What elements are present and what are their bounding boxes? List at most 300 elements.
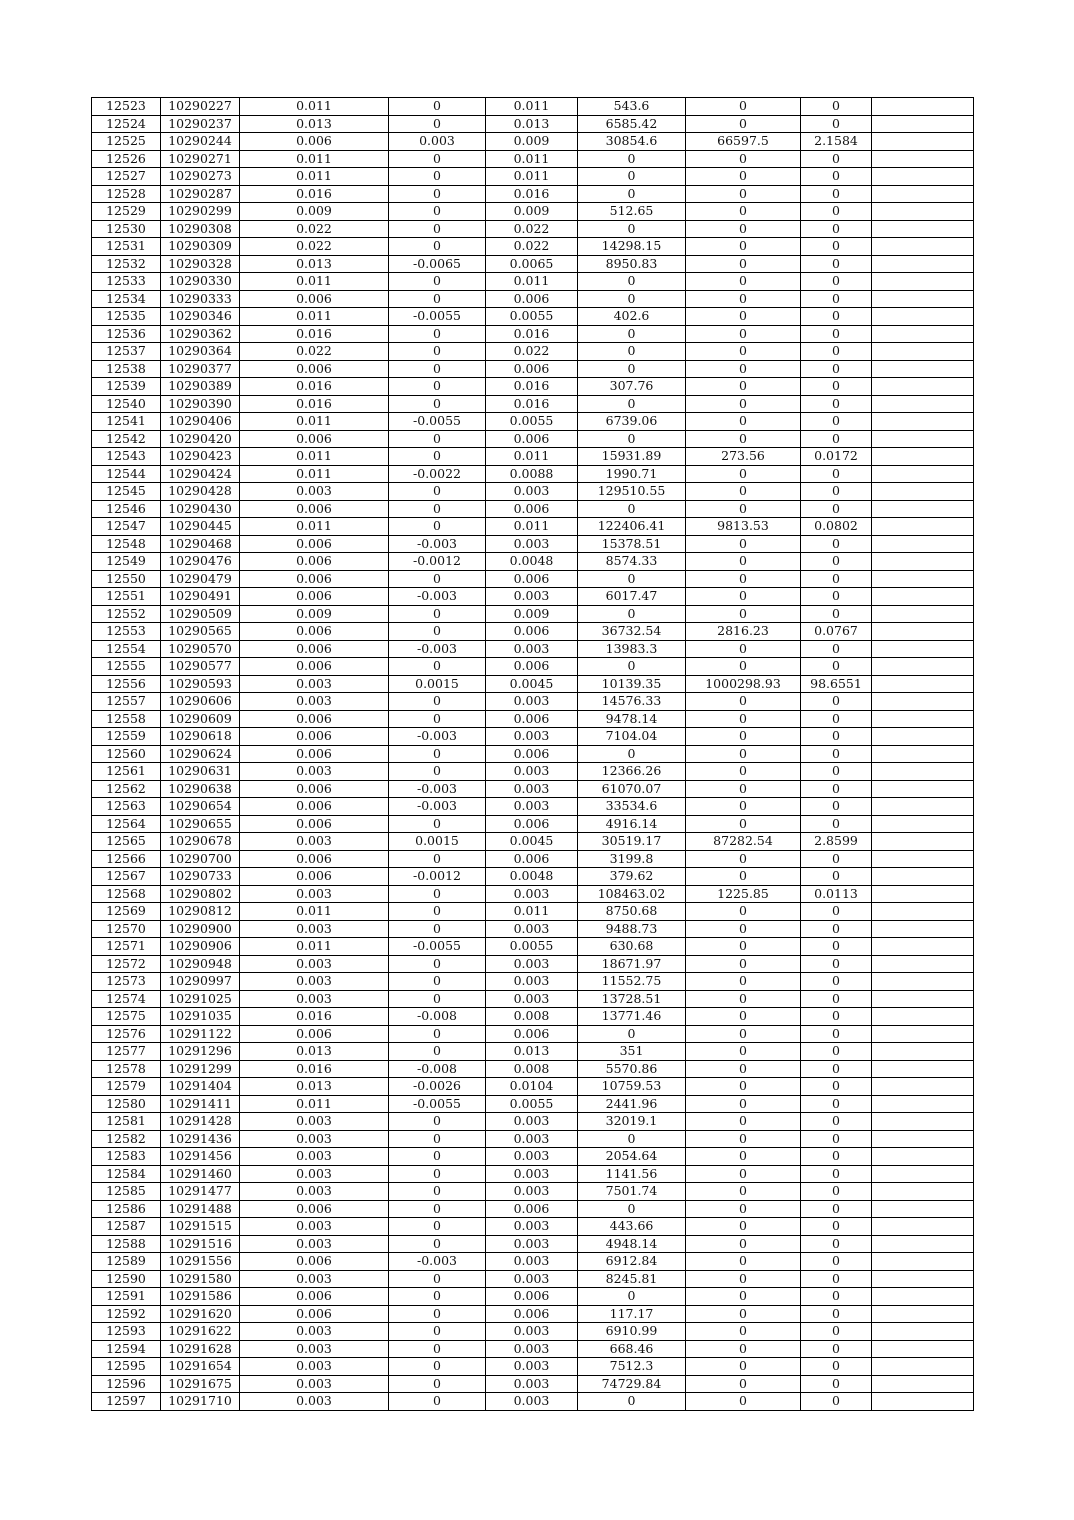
value-b-cell: -0.008 bbox=[389, 1060, 486, 1078]
amount-2-cell: 0 bbox=[686, 115, 801, 133]
amount-cell: 12366.26 bbox=[578, 763, 686, 781]
value-a-cell: 0.006 bbox=[240, 500, 389, 518]
amount-cell: 0 bbox=[578, 360, 686, 378]
code-cell: 10290700 bbox=[161, 850, 240, 868]
amount-cell: 6910.99 bbox=[578, 1323, 686, 1341]
row-index-cell: 12566 bbox=[92, 850, 161, 868]
value-a-cell: 0.006 bbox=[240, 553, 389, 571]
code-cell: 10290364 bbox=[161, 343, 240, 361]
value-b-cell: 0 bbox=[389, 483, 486, 501]
code-cell: 10291411 bbox=[161, 1095, 240, 1113]
value-c-cell: 0.003 bbox=[486, 1358, 578, 1376]
row-index-cell: 12539 bbox=[92, 378, 161, 396]
value-b-cell: 0 bbox=[389, 378, 486, 396]
value-b-cell: 0 bbox=[389, 150, 486, 168]
amount-cell: 0 bbox=[578, 1200, 686, 1218]
amount-2-cell: 0 bbox=[686, 658, 801, 676]
amount-2-cell: 0 bbox=[686, 745, 801, 763]
table-row bbox=[92, 308, 974, 326]
amount-2-cell: 0 bbox=[686, 1358, 801, 1376]
ratio-cell: 0 bbox=[801, 1358, 872, 1376]
blank-cell bbox=[872, 553, 974, 571]
table-row bbox=[92, 360, 974, 378]
amount-2-cell: 0 bbox=[686, 325, 801, 343]
code-cell: 10290445 bbox=[161, 518, 240, 536]
value-b-cell: 0 bbox=[389, 343, 486, 361]
blank-cell bbox=[872, 763, 974, 781]
amount-2-cell: 2816.23 bbox=[686, 623, 801, 641]
value-c-cell: 0.003 bbox=[486, 990, 578, 1008]
value-b-cell: 0 bbox=[389, 1218, 486, 1236]
amount-cell: 1990.71 bbox=[578, 465, 686, 483]
amount-2-cell: 0 bbox=[686, 500, 801, 518]
ratio-cell: 0 bbox=[801, 168, 872, 186]
blank-cell bbox=[872, 605, 974, 623]
blank-cell bbox=[872, 1060, 974, 1078]
amount-cell: 8245.81 bbox=[578, 1270, 686, 1288]
value-a-cell: 0.006 bbox=[240, 430, 389, 448]
value-a-cell: 0.003 bbox=[240, 693, 389, 711]
blank-cell bbox=[872, 920, 974, 938]
value-c-cell: 0.003 bbox=[486, 1270, 578, 1288]
value-c-cell: 0.003 bbox=[486, 885, 578, 903]
amount-2-cell: 0 bbox=[686, 903, 801, 921]
code-cell: 10291515 bbox=[161, 1218, 240, 1236]
amount-2-cell: 0 bbox=[686, 990, 801, 1008]
value-c-cell: 0.022 bbox=[486, 238, 578, 256]
ratio-cell: 0 bbox=[801, 1130, 872, 1148]
value-c-cell: 0.016 bbox=[486, 395, 578, 413]
amount-2-cell: 0 bbox=[686, 1218, 801, 1236]
value-b-cell: -0.0026 bbox=[389, 1078, 486, 1096]
blank-cell bbox=[872, 1113, 974, 1131]
amount-cell: 8950.83 bbox=[578, 255, 686, 273]
value-b-cell: 0 bbox=[389, 430, 486, 448]
amount-cell: 0 bbox=[578, 1393, 686, 1411]
value-a-cell: 0.003 bbox=[240, 1340, 389, 1358]
code-cell: 10290227 bbox=[161, 98, 240, 116]
blank-cell bbox=[872, 623, 974, 641]
code-cell: 10290420 bbox=[161, 430, 240, 448]
row-index-cell: 12541 bbox=[92, 413, 161, 431]
table-row bbox=[92, 955, 974, 973]
amount-cell: 5570.86 bbox=[578, 1060, 686, 1078]
row-index-cell: 12552 bbox=[92, 605, 161, 623]
value-a-cell: 0.006 bbox=[240, 133, 389, 151]
amount-cell: 0 bbox=[578, 500, 686, 518]
value-c-cell: 0.0048 bbox=[486, 553, 578, 571]
code-cell: 10291404 bbox=[161, 1078, 240, 1096]
value-c-cell: 0.006 bbox=[486, 360, 578, 378]
value-b-cell: -0.003 bbox=[389, 780, 486, 798]
code-cell: 10291675 bbox=[161, 1375, 240, 1393]
table-row bbox=[92, 553, 974, 571]
value-a-cell: 0.011 bbox=[240, 1095, 389, 1113]
amount-cell: 402.6 bbox=[578, 308, 686, 326]
amount-cell: 7512.3 bbox=[578, 1358, 686, 1376]
value-a-cell: 0.022 bbox=[240, 238, 389, 256]
code-cell: 10291710 bbox=[161, 1393, 240, 1411]
amount-2-cell: 0 bbox=[686, 640, 801, 658]
amount-cell: 30854.6 bbox=[578, 133, 686, 151]
row-index-cell: 12533 bbox=[92, 273, 161, 291]
amount-cell: 351 bbox=[578, 1043, 686, 1061]
blank-cell bbox=[872, 640, 974, 658]
code-cell: 10290389 bbox=[161, 378, 240, 396]
row-index-cell: 12526 bbox=[92, 150, 161, 168]
value-c-cell: 0.003 bbox=[486, 728, 578, 746]
table-body bbox=[92, 98, 974, 1411]
value-a-cell: 0.011 bbox=[240, 938, 389, 956]
ratio-cell: 0 bbox=[801, 1060, 872, 1078]
amount-2-cell: 0 bbox=[686, 570, 801, 588]
value-b-cell: 0 bbox=[389, 1375, 486, 1393]
row-index-cell: 12563 bbox=[92, 798, 161, 816]
value-b-cell: 0 bbox=[389, 1113, 486, 1131]
blank-cell bbox=[872, 430, 974, 448]
value-b-cell: 0 bbox=[389, 850, 486, 868]
value-c-cell: 0.011 bbox=[486, 518, 578, 536]
ratio-cell: 0 bbox=[801, 203, 872, 221]
blank-cell bbox=[872, 255, 974, 273]
code-cell: 10291488 bbox=[161, 1200, 240, 1218]
value-c-cell: 0.006 bbox=[486, 1200, 578, 1218]
value-c-cell: 0.013 bbox=[486, 1043, 578, 1061]
blank-cell bbox=[872, 588, 974, 606]
amount-cell: 0 bbox=[578, 1130, 686, 1148]
amount-cell: 0 bbox=[578, 273, 686, 291]
amount-2-cell: 0 bbox=[686, 798, 801, 816]
amount-2-cell: 9813.53 bbox=[686, 518, 801, 536]
amount-2-cell: 0 bbox=[686, 150, 801, 168]
value-c-cell: 0.003 bbox=[486, 1323, 578, 1341]
row-index-cell: 12581 bbox=[92, 1113, 161, 1131]
amount-2-cell: 0 bbox=[686, 938, 801, 956]
blank-cell bbox=[872, 115, 974, 133]
blank-cell bbox=[872, 220, 974, 238]
row-index-cell: 12579 bbox=[92, 1078, 161, 1096]
table-row bbox=[92, 850, 974, 868]
amount-2-cell: 0 bbox=[686, 395, 801, 413]
blank-cell bbox=[872, 1393, 974, 1411]
blank-cell bbox=[872, 1218, 974, 1236]
ratio-cell: 0 bbox=[801, 1148, 872, 1166]
value-b-cell: 0 bbox=[389, 518, 486, 536]
row-index-cell: 12588 bbox=[92, 1235, 161, 1253]
table-row bbox=[92, 658, 974, 676]
value-c-cell: 0.0104 bbox=[486, 1078, 578, 1096]
ratio-cell: 0 bbox=[801, 815, 872, 833]
value-a-cell: 0.003 bbox=[240, 1235, 389, 1253]
amount-cell: 4948.14 bbox=[578, 1235, 686, 1253]
table-row bbox=[92, 623, 974, 641]
value-a-cell: 0.006 bbox=[240, 588, 389, 606]
blank-cell bbox=[872, 308, 974, 326]
value-a-cell: 0.003 bbox=[240, 1393, 389, 1411]
amount-2-cell: 0 bbox=[686, 815, 801, 833]
amount-cell: 30519.17 bbox=[578, 833, 686, 851]
value-a-cell: 0.013 bbox=[240, 255, 389, 273]
row-index-cell: 12543 bbox=[92, 448, 161, 466]
ratio-cell: 0 bbox=[801, 1218, 872, 1236]
amount-2-cell: 0 bbox=[686, 1148, 801, 1166]
code-cell: 10291516 bbox=[161, 1235, 240, 1253]
row-index-cell: 12573 bbox=[92, 973, 161, 991]
code-cell: 10290309 bbox=[161, 238, 240, 256]
row-index-cell: 12560 bbox=[92, 745, 161, 763]
value-c-cell: 0.016 bbox=[486, 378, 578, 396]
blank-cell bbox=[872, 885, 974, 903]
amount-2-cell: 0 bbox=[686, 1323, 801, 1341]
row-index-cell: 12536 bbox=[92, 325, 161, 343]
ratio-cell: 0 bbox=[801, 325, 872, 343]
code-cell: 10290273 bbox=[161, 168, 240, 186]
amount-2-cell: 0 bbox=[686, 1375, 801, 1393]
row-index-cell: 12530 bbox=[92, 220, 161, 238]
blank-cell bbox=[872, 973, 974, 991]
table-row bbox=[92, 203, 974, 221]
amount-2-cell: 0 bbox=[686, 203, 801, 221]
row-index-cell: 12559 bbox=[92, 728, 161, 746]
value-c-cell: 0.006 bbox=[486, 430, 578, 448]
table-row bbox=[92, 1218, 974, 1236]
table-row bbox=[92, 168, 974, 186]
ratio-cell: 0 bbox=[801, 360, 872, 378]
code-cell: 10290430 bbox=[161, 500, 240, 518]
code-cell: 10291122 bbox=[161, 1025, 240, 1043]
row-index-cell: 12567 bbox=[92, 868, 161, 886]
code-cell: 10291586 bbox=[161, 1288, 240, 1306]
table-row bbox=[92, 763, 974, 781]
amount-cell: 3199.8 bbox=[578, 850, 686, 868]
amount-2-cell: 0 bbox=[686, 168, 801, 186]
value-c-cell: 0.008 bbox=[486, 1060, 578, 1078]
value-b-cell: 0 bbox=[389, 1183, 486, 1201]
amount-cell: 0 bbox=[578, 168, 686, 186]
value-a-cell: 0.011 bbox=[240, 98, 389, 116]
value-c-cell: 0.003 bbox=[486, 1253, 578, 1271]
amount-cell: 6739.06 bbox=[578, 413, 686, 431]
amount-2-cell: 0 bbox=[686, 378, 801, 396]
value-a-cell: 0.003 bbox=[240, 483, 389, 501]
ratio-cell: 0 bbox=[801, 1113, 872, 1131]
value-c-cell: 0.0055 bbox=[486, 413, 578, 431]
value-b-cell: 0 bbox=[389, 885, 486, 903]
table-row bbox=[92, 1393, 974, 1411]
value-a-cell: 0.003 bbox=[240, 885, 389, 903]
value-b-cell: 0.0015 bbox=[389, 675, 486, 693]
table-row bbox=[92, 798, 974, 816]
amount-2-cell: 0 bbox=[686, 763, 801, 781]
table-row bbox=[92, 1305, 974, 1323]
code-cell: 10290476 bbox=[161, 553, 240, 571]
amount-2-cell: 0 bbox=[686, 588, 801, 606]
ratio-cell: 0 bbox=[801, 1270, 872, 1288]
ratio-cell: 0 bbox=[801, 395, 872, 413]
value-c-cell: 0.006 bbox=[486, 500, 578, 518]
blank-cell bbox=[872, 413, 974, 431]
amount-cell: 15931.89 bbox=[578, 448, 686, 466]
code-cell: 10290733 bbox=[161, 868, 240, 886]
value-b-cell: -0.0065 bbox=[389, 255, 486, 273]
row-index-cell: 12584 bbox=[92, 1165, 161, 1183]
ratio-cell: 0 bbox=[801, 98, 872, 116]
value-c-cell: 0.009 bbox=[486, 133, 578, 151]
ratio-cell: 0 bbox=[801, 588, 872, 606]
value-c-cell: 0.022 bbox=[486, 220, 578, 238]
code-cell: 10290287 bbox=[161, 185, 240, 203]
value-b-cell: 0 bbox=[389, 973, 486, 991]
value-a-cell: 0.003 bbox=[240, 1148, 389, 1166]
ratio-cell: 0 bbox=[801, 1043, 872, 1061]
value-a-cell: 0.006 bbox=[240, 728, 389, 746]
code-cell: 10290362 bbox=[161, 325, 240, 343]
ratio-cell: 0 bbox=[801, 1253, 872, 1271]
blank-cell bbox=[872, 850, 974, 868]
blank-cell bbox=[872, 1270, 974, 1288]
value-a-cell: 0.003 bbox=[240, 920, 389, 938]
value-c-cell: 0.0088 bbox=[486, 465, 578, 483]
amount-cell: 61070.07 bbox=[578, 780, 686, 798]
value-b-cell: 0 bbox=[389, 623, 486, 641]
value-c-cell: 0.003 bbox=[486, 763, 578, 781]
blank-cell bbox=[872, 203, 974, 221]
amount-2-cell: 0 bbox=[686, 413, 801, 431]
value-b-cell: 0 bbox=[389, 395, 486, 413]
row-index-cell: 12571 bbox=[92, 938, 161, 956]
amount-2-cell: 0 bbox=[686, 360, 801, 378]
amount-cell: 7104.04 bbox=[578, 728, 686, 746]
table-row bbox=[92, 885, 974, 903]
blank-cell bbox=[872, 535, 974, 553]
row-index-cell: 12577 bbox=[92, 1043, 161, 1061]
code-cell: 10291654 bbox=[161, 1358, 240, 1376]
code-cell: 10290308 bbox=[161, 220, 240, 238]
amount-2-cell: 0 bbox=[686, 430, 801, 448]
blank-cell bbox=[872, 1358, 974, 1376]
amount-2-cell: 0 bbox=[686, 273, 801, 291]
amount-2-cell: 0 bbox=[686, 973, 801, 991]
code-cell: 10291556 bbox=[161, 1253, 240, 1271]
value-c-cell: 0.011 bbox=[486, 448, 578, 466]
amount-2-cell: 0 bbox=[686, 1393, 801, 1411]
value-c-cell: 0.0045 bbox=[486, 833, 578, 851]
code-cell: 10290638 bbox=[161, 780, 240, 798]
blank-cell bbox=[872, 1025, 974, 1043]
row-index-cell: 12593 bbox=[92, 1323, 161, 1341]
value-c-cell: 0.011 bbox=[486, 168, 578, 186]
table-row bbox=[92, 1270, 974, 1288]
value-c-cell: 0.009 bbox=[486, 203, 578, 221]
table-row bbox=[92, 868, 974, 886]
ratio-cell: 0 bbox=[801, 570, 872, 588]
amount-2-cell: 0 bbox=[686, 553, 801, 571]
value-b-cell: 0 bbox=[389, 1270, 486, 1288]
value-b-cell: 0 bbox=[389, 290, 486, 308]
row-index-cell: 12562 bbox=[92, 780, 161, 798]
amount-cell: 443.66 bbox=[578, 1218, 686, 1236]
value-c-cell: 0.016 bbox=[486, 325, 578, 343]
value-c-cell: 0.003 bbox=[486, 1218, 578, 1236]
row-index-cell: 12537 bbox=[92, 343, 161, 361]
value-a-cell: 0.016 bbox=[240, 1060, 389, 1078]
code-cell: 10290624 bbox=[161, 745, 240, 763]
value-b-cell: 0 bbox=[389, 220, 486, 238]
value-b-cell: 0 bbox=[389, 98, 486, 116]
value-b-cell: 0 bbox=[389, 693, 486, 711]
row-index-cell: 12580 bbox=[92, 1095, 161, 1113]
ratio-cell: 0 bbox=[801, 290, 872, 308]
amount-2-cell: 0 bbox=[686, 1043, 801, 1061]
value-b-cell: 0 bbox=[389, 1340, 486, 1358]
amount-2-cell: 0 bbox=[686, 483, 801, 501]
code-cell: 10290618 bbox=[161, 728, 240, 746]
amount-2-cell: 0 bbox=[686, 1288, 801, 1306]
blank-cell bbox=[872, 238, 974, 256]
value-a-cell: 0.016 bbox=[240, 395, 389, 413]
ratio-cell: 0 bbox=[801, 868, 872, 886]
row-index-cell: 12544 bbox=[92, 465, 161, 483]
code-cell: 10290655 bbox=[161, 815, 240, 833]
amount-2-cell: 66597.5 bbox=[686, 133, 801, 151]
value-a-cell: 0.006 bbox=[240, 815, 389, 833]
table-row bbox=[92, 710, 974, 728]
value-a-cell: 0.006 bbox=[240, 745, 389, 763]
row-index-cell: 12597 bbox=[92, 1393, 161, 1411]
row-index-cell: 12542 bbox=[92, 430, 161, 448]
table-row bbox=[92, 1130, 974, 1148]
value-b-cell: 0 bbox=[389, 1235, 486, 1253]
amount-cell: 14298.15 bbox=[578, 238, 686, 256]
value-c-cell: 0.003 bbox=[486, 1183, 578, 1201]
ratio-cell: 0 bbox=[801, 343, 872, 361]
blank-cell bbox=[872, 990, 974, 1008]
amount-cell: 0 bbox=[578, 745, 686, 763]
value-c-cell: 0.003 bbox=[486, 1340, 578, 1358]
blank-cell bbox=[872, 745, 974, 763]
row-index-cell: 12547 bbox=[92, 518, 161, 536]
code-cell: 10290428 bbox=[161, 483, 240, 501]
amount-cell: 2441.96 bbox=[578, 1095, 686, 1113]
amount-cell: 1141.56 bbox=[578, 1165, 686, 1183]
row-index-cell: 12591 bbox=[92, 1288, 161, 1306]
amount-cell: 122406.41 bbox=[578, 518, 686, 536]
code-cell: 10290491 bbox=[161, 588, 240, 606]
amount-2-cell: 1225.85 bbox=[686, 885, 801, 903]
table-row bbox=[92, 815, 974, 833]
value-b-cell: 0 bbox=[389, 745, 486, 763]
value-a-cell: 0.003 bbox=[240, 1323, 389, 1341]
row-index-cell: 12550 bbox=[92, 570, 161, 588]
amount-cell: 11552.75 bbox=[578, 973, 686, 991]
table-row bbox=[92, 1323, 974, 1341]
value-c-cell: 0.011 bbox=[486, 98, 578, 116]
value-a-cell: 0.006 bbox=[240, 640, 389, 658]
value-c-cell: 0.006 bbox=[486, 290, 578, 308]
value-c-cell: 0.003 bbox=[486, 640, 578, 658]
ratio-cell: 0.0767 bbox=[801, 623, 872, 641]
ratio-cell: 0 bbox=[801, 1078, 872, 1096]
blank-cell bbox=[872, 1253, 974, 1271]
value-b-cell: 0 bbox=[389, 605, 486, 623]
amount-cell: 379.62 bbox=[578, 868, 686, 886]
amount-2-cell: 87282.54 bbox=[686, 833, 801, 851]
blank-cell bbox=[872, 1288, 974, 1306]
value-a-cell: 0.003 bbox=[240, 833, 389, 851]
ratio-cell: 98.6551 bbox=[801, 675, 872, 693]
code-cell: 10291477 bbox=[161, 1183, 240, 1201]
amount-cell: 13771.46 bbox=[578, 1008, 686, 1026]
